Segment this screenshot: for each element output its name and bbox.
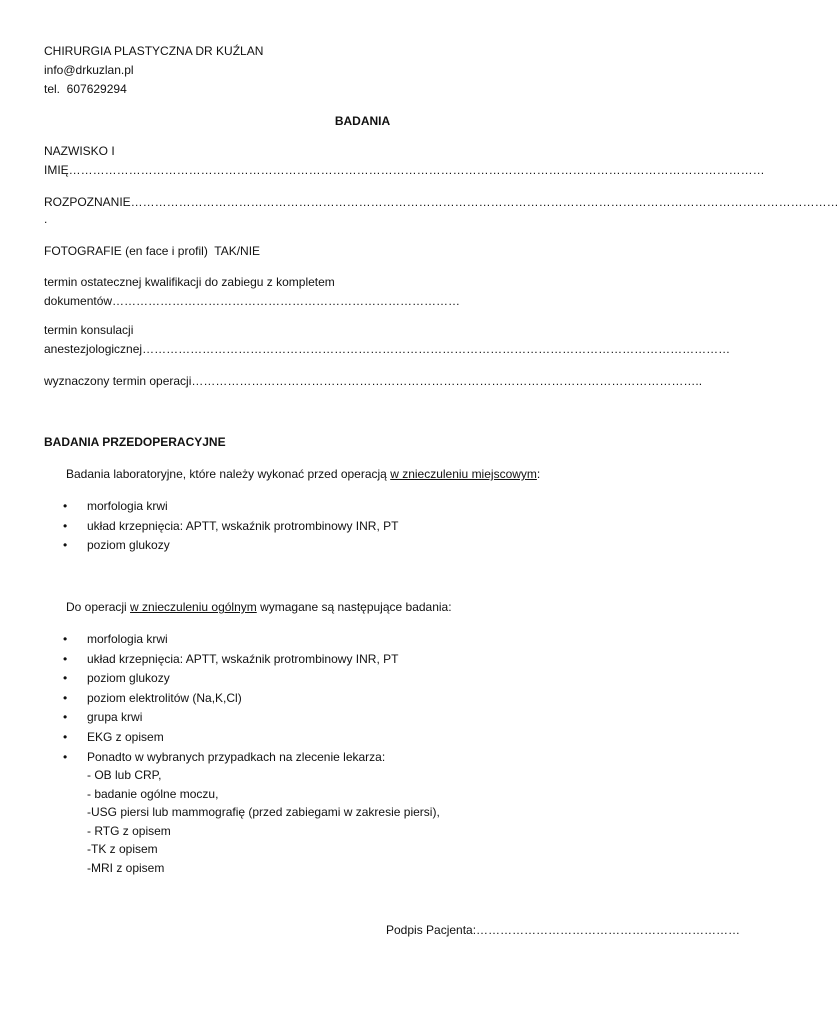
- local-anesthesia-intro: [66, 466, 540, 482]
- list-item: [60, 651, 398, 671]
- list-item: [60, 498, 398, 518]
- photos-field: FOTOGRAFIE (en face i profil) TAK/NIE: [44, 244, 261, 258]
- list-item: [60, 729, 398, 749]
- list-item-label: układ krzepnięcia: APTT, wskaźnik protrombinowy INR, PT: [87, 651, 399, 666]
- qualification-field-line: dokumentów……………………………………………………………………………: [44, 294, 461, 308]
- bullet-icon: •: [63, 632, 68, 646]
- list-item-label: grupa krwi: [87, 710, 143, 725]
- bullet-icon: •: [63, 518, 68, 533]
- local-intro-colon: :: [536, 467, 541, 481]
- patient-signature-line: Podpis Pacjenta:…………………………………………………………: [386, 923, 741, 937]
- bullet-icon: •: [63, 538, 68, 553]
- extra-item: - RTG z opisem: [87, 824, 171, 838]
- general-intro-rest: wymagane są następujące badania:: [256, 600, 452, 614]
- bullet-icon: •: [63, 749, 68, 764]
- bullet-icon: •: [63, 710, 68, 725]
- diagnosis-field-line: ROZPOZNANIE……………………………………………………………………………………………………………………………………………………………: [44, 195, 839, 209]
- list-item: [60, 537, 398, 557]
- local-intro-text: Badania laboratoryjne, które należy wykonać przed operacją: [66, 467, 391, 481]
- anesthesia-field-line: anestezjologicznej…………………………………………………………………………………………………………………………………: [44, 342, 731, 356]
- general-intro-text: Do operacji: [66, 600, 131, 614]
- bullet-icon: •: [63, 690, 68, 705]
- list-item: [60, 670, 398, 690]
- list-item: [60, 631, 398, 651]
- local-anesthesia-list: [60, 498, 398, 557]
- list-item-label: poziom elektrolitów (Na,K,Cl): [87, 690, 242, 705]
- general-intro-underlined: w znieczuleniu ogólnym: [130, 600, 257, 614]
- clinic-phone: tel. 607629294: [44, 82, 127, 96]
- list-item: [60, 690, 398, 710]
- clinic-email: info@drkuzlan.pl: [44, 63, 134, 77]
- list-item-label: poziom glukozy: [87, 538, 170, 553]
- list-item-label: morfologia krwi: [87, 632, 168, 646]
- list-item: [60, 749, 398, 769]
- extra-item: -MRI z opisem: [87, 861, 165, 875]
- extra-item: - badanie ogólne moczu,: [87, 787, 219, 801]
- extra-item: -USG piersi lub mammografię (przed zabiegami w zakresie piersi),: [87, 805, 440, 819]
- anesthesia-label: termin konsulacji: [44, 323, 134, 337]
- bullet-icon: •: [63, 729, 68, 744]
- list-item-label: morfologia krwi: [87, 499, 168, 513]
- list-item-label: poziom glukozy: [87, 671, 170, 686]
- list-item-label: układ krzepnięcia: APTT, wskaźnik protrombinowy INR, PT: [87, 518, 399, 533]
- page-title: BADANIA: [334, 114, 391, 128]
- extra-item: -TK z opisem: [87, 842, 158, 856]
- bullet-icon: •: [63, 671, 68, 686]
- list-item-label: Ponadto w wybranych przypadkach na zlecenie lekarza:: [87, 749, 386, 764]
- list-item: [60, 709, 398, 729]
- preop-heading: BADANIA PRZEDOPERACYJNE: [44, 435, 226, 449]
- bullet-icon: •: [63, 651, 68, 666]
- diagnosis-dot: .: [44, 212, 48, 226]
- name-field-line: IMIĘ…………………………………………………………………………………………………………………………………………………………: [44, 163, 765, 177]
- local-intro-underlined: w znieczuleniu miejscowym: [390, 467, 537, 481]
- general-anesthesia-intro: [66, 599, 452, 615]
- extra-item: - OB lub CRP,: [87, 768, 162, 782]
- clinic-name: CHIRURGIA PLASTYCZNA DR KUŹLAN: [44, 44, 264, 58]
- qualification-label: termin ostatecznej kwalifikacji do zabiegu z kompletem: [44, 275, 335, 289]
- name-label-line1: NAZWISKO I: [44, 144, 115, 158]
- operation-date-field-line: wyznaczony termin operacji………………………………………………………………………………………………………………..: [44, 374, 703, 388]
- bullet-icon: •: [63, 499, 68, 513]
- list-item-label: EKG z opisem: [87, 729, 164, 744]
- list-item: [60, 518, 398, 538]
- general-anesthesia-list: [60, 631, 398, 768]
